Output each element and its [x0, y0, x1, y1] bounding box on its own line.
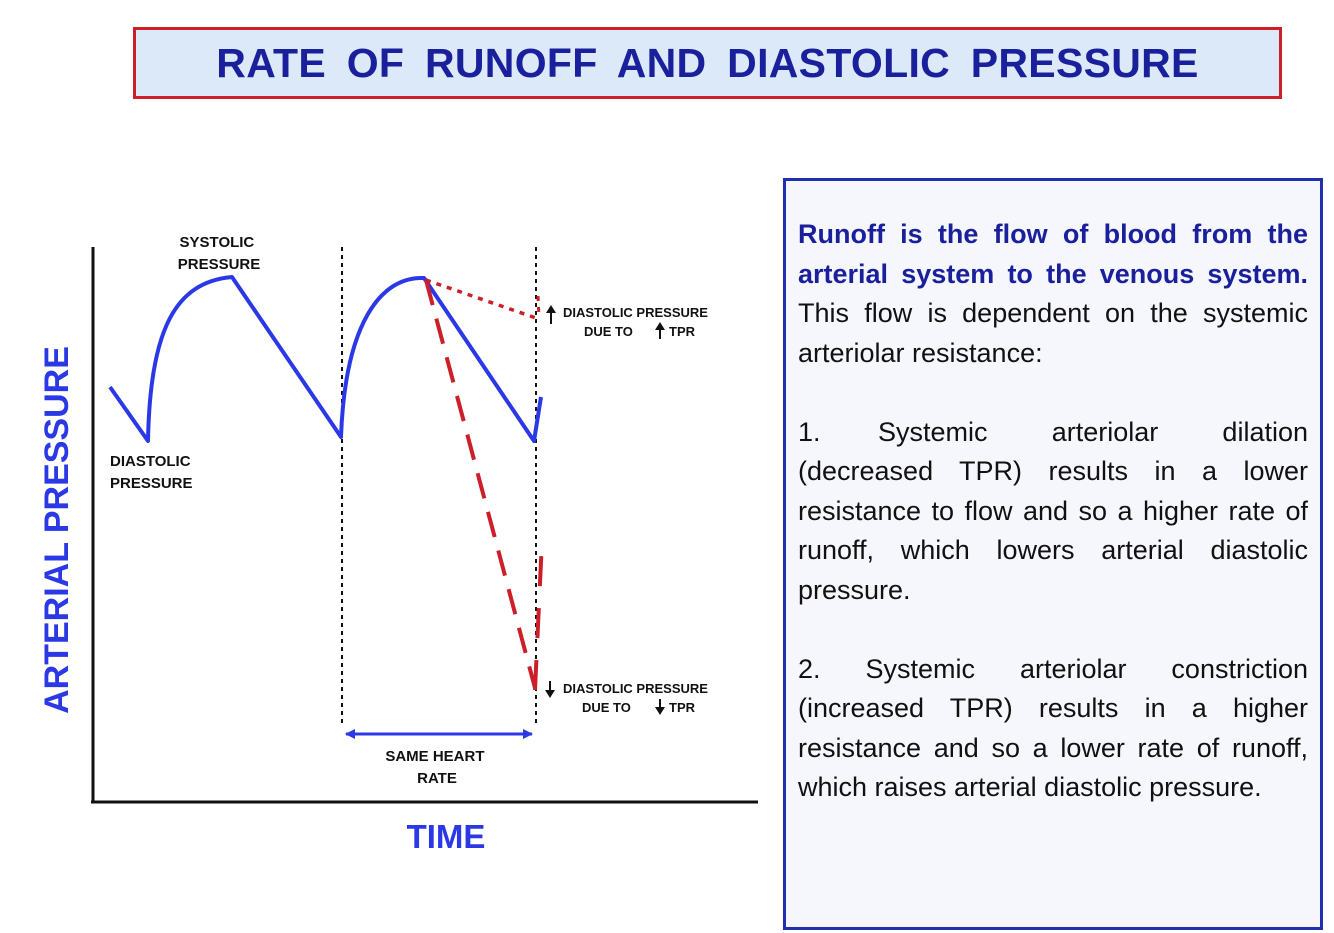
item-2: [798, 650, 1308, 808]
increased-tpr-line2-suffix: TPR: [669, 324, 695, 339]
down-arrow-icon: [655, 699, 665, 715]
decreased-tpr-line2-prefix: DUE TO: [582, 700, 631, 715]
up-arrow-icon: [655, 322, 665, 339]
increased-tpr-line: [426, 280, 536, 318]
down-arrow-icon: [545, 681, 555, 698]
up-arrow-icon: [546, 305, 556, 324]
increased-tpr-annotation: [546, 305, 708, 339]
lead-paragraph: [798, 215, 1308, 373]
increased-tpr-line1: DIASTOLIC PRESSURE: [563, 305, 708, 320]
increased-tpr-line2-prefix: DUE TO: [584, 324, 633, 339]
decreased-tpr-line: [426, 280, 535, 688]
heart-rate-label: SAME HEART RATE: [385, 748, 485, 787]
item-1-text: Systemic arteriolar dilation (decreased TPR) results in a lower resistance to flow and so a higher rate of runoff, which lowers arterial diastolic pressure.: [798, 416, 1308, 605]
increased-tpr-tick: [538, 296, 539, 318]
systolic-label: SYSTOLIC PRESSURE: [177, 234, 261, 273]
y-axis-label: ARTERIAL PRESSURE: [38, 346, 76, 714]
diastolic-label: DIASTOLIC PRESSURE: [110, 453, 193, 492]
page-title: RATE OF RUNOFF AND DIASTOLIC PRESSURE: [216, 39, 1199, 86]
item-1: [798, 413, 1308, 611]
pressure-waveform: [110, 277, 541, 441]
item-2-text: 2. Systemic arteriolar constriction (increased TPR) results in a higher resistance and so a lower rate of runoff, which raises arterial diastolic pressure.: [798, 653, 1308, 802]
lead-rest-text: This flow is dependent on the systemic arteriolar resistance:: [798, 298, 1308, 368]
lead-bold-text: Runoff is the flow of blood from the arterial system to the venous system.: [798, 219, 1308, 289]
item-1-number: 1.: [798, 416, 821, 447]
runoff-explanation-box: [783, 178, 1323, 930]
x-axis-label: TIME: [406, 818, 486, 855]
decreased-tpr-line2-suffix: TPR: [669, 700, 695, 715]
decreased-tpr-line1: DIASTOLIC PRESSURE: [563, 681, 708, 696]
decreased-tpr-annotation: [545, 681, 708, 715]
